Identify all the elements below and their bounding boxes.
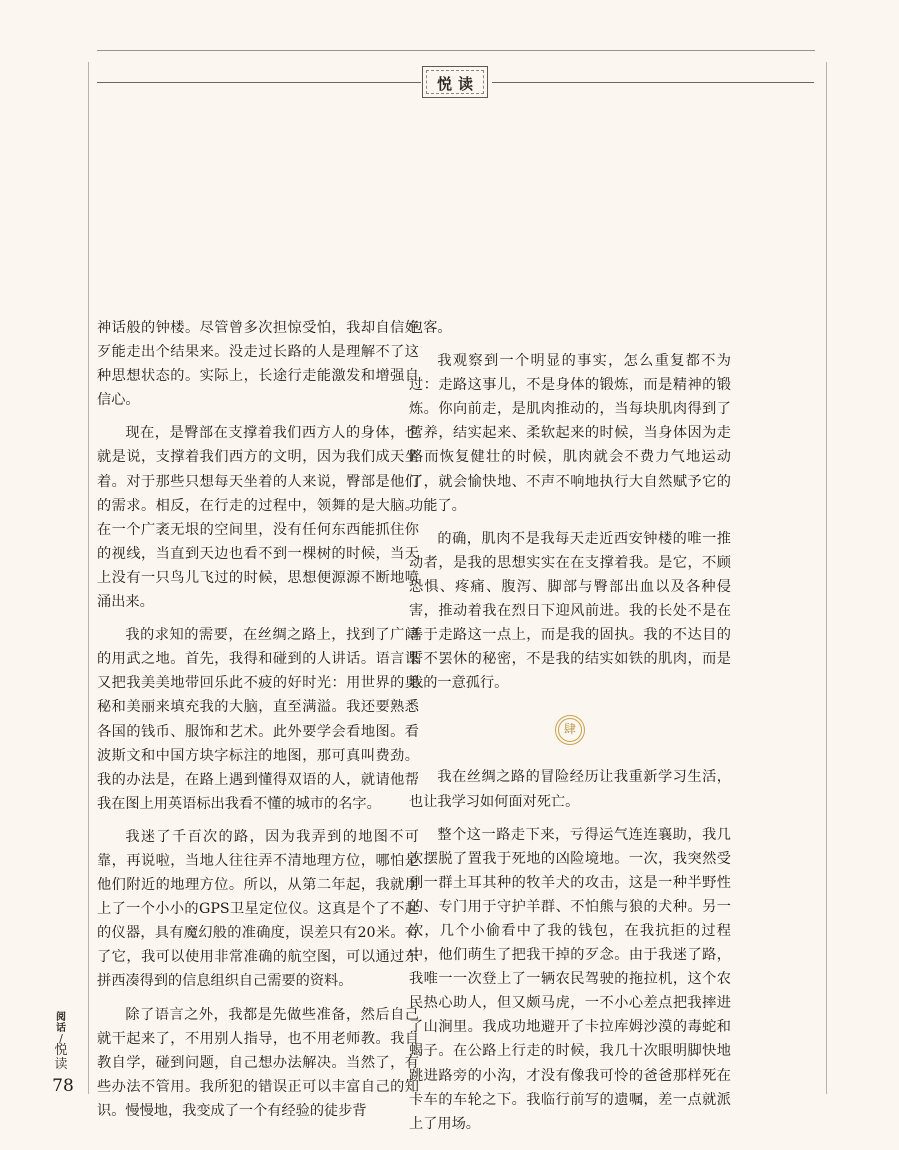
top-rule <box>97 50 815 51</box>
paragraph: 除了语言之外，我都是先做些准备，然后自己就干起来了，不用别人指导，也不用老师教。我自教自学，碰到问题，自己想办法解决。当然了，有些办法不管用。我所犯的错误正可以丰富自己的知识。慢慢地，我变成了一个有经验的徒步背 <box>97 1006 419 1119</box>
column-name-1: 阅话 <box>56 1012 66 1034</box>
paragraph: 我的求知的需要，在丝绸之路上，找到了广阔的用武之地。首先，我得和碰到的人讲话。语言课又把我美美地带回乐此不疲的好时光：用世界的奥秘和美丽来填充我的大脑，直至满溢。我还要熟悉各国的钱币、服饰和艺术。此外要学会看地图。看波斯文和中国方块字标注的地图，那可真叫费劲。我的办法是，在路上遇到懂得双语的人，就请他帮我在图上用英语标出我看不懂的城市的名字。 <box>97 627 419 812</box>
header-line-left <box>97 82 421 83</box>
section-title: 悦读 <box>436 75 479 93</box>
paragraph: 神话般的钟楼。尽管曾多次担惊受怕，我却自信好歹能走出个结果来。没走过长路的人是理解不了这种思想状态的。实际上，长途行走能激发和增强自信心。 <box>97 320 419 409</box>
header-line-right <box>492 82 814 83</box>
page-number: 78 <box>52 1076 74 1096</box>
paragraph: 包客。 <box>409 320 452 336</box>
section-title-box <box>422 66 488 98</box>
left-margin-rule <box>88 62 89 1094</box>
paragraph: 现在，是臀部在支撑着我们西方人的身体，也就是说，支撑着我们西方的文明，因为我们成天坐着。对于那些只想每天坐着的人来说，臀部是他们的需求。相反，在行走的过程中，领舞的是大脑。在一个广袤无垠的空间里，没有任何东西能抓住你的视线，当直到天边也看不到一棵树的时候，当天上没有一只鸟儿飞过的时候，思想便源源不断地喷涌出来。 <box>97 425 419 611</box>
paragraph: 我在丝绸之路的冒险经历让我重新学习生活，也让我学习如何面对死亡。 <box>409 769 731 810</box>
folio-slash: / <box>59 1032 63 1045</box>
paragraph: 整个这一路走下来，亏得运气连连襄助，我几次摆脱了置我于死地的凶险境地。一次，我突然受到一群土耳其种的牧羊犬的攻击，这是一种半野性的、专门用于守护羊群、不怕熊与狼的犬种。另一次，几个小偷看中了我的钱包，在我抗拒的过程中，他们萌生了把我干掉的歹念。由于我迷了路，我唯一一次登上了一辆农民驾驶的拖拉机，这个农民热心助人，但又颇马虎，一不小心差点把我摔进了山涧里。我成功地避开了卡拉库姆沙漠的毒蛇和蝎子。在公路上行走的时候，我几十次眼明脚快地跳进路旁的小沟，才没有像我可怜的爸爸那样死在卡车的车轮之下。我临行前写的遗嘱，差一点就派上了用场。 <box>409 826 731 1132</box>
right-column <box>409 316 731 1145</box>
chapter-number-seal <box>555 715 585 745</box>
paragraph: 的确，肌肉不是我每天走近西安钟楼的唯一推动者，是我的思想实实在在支撑着我。是它，不顾恐惧、疼痛、腹泻、脚部与臀部出血以及各种侵害，推动着我在烈日下迎风前进。我的长处不是在善于走路这一点上，而是我的固执。我的不达目的誓不罢休的秘密，不是我的结实如铁的肌肉，而是我的一意孤行。 <box>409 530 731 692</box>
column-name-2: 悦读 <box>54 1043 68 1072</box>
left-column <box>97 316 419 1132</box>
paragraph: 我迷了千百次的路，因为我弄到的地图不可靠，再说啦，当地人往往弄不清地理方位，哪怕是他们附近的地理方位。所以，从第二年起，我就用上了一个小小的GPS卫星定位仪。这真是个了不起的仪器，具有魔幻般的准确度，误差只有20米。有了它，我可以使用非常准确的航空图，可以通过东拼西凑得到的信息组织自己需要的资料。 <box>97 828 419 990</box>
paragraph: 我观察到一个明显的事实，怎么重复都不为过：走路这事儿，不是身体的锻炼，而是精神的锻炼。你向前走，是肌肉推动的，当每块肌肉得到了营养，结实起来、柔软起来的时候，当身体因为走路而恢复健壮的时候，肌肉就会不费力气地运动了，就会愉快地、不声不响地执行大自然赋予它的功能了。 <box>409 353 731 514</box>
right-margin-rule <box>826 62 827 1094</box>
page-folio <box>46 1012 80 1096</box>
chapter-number: 肆 <box>563 722 576 737</box>
